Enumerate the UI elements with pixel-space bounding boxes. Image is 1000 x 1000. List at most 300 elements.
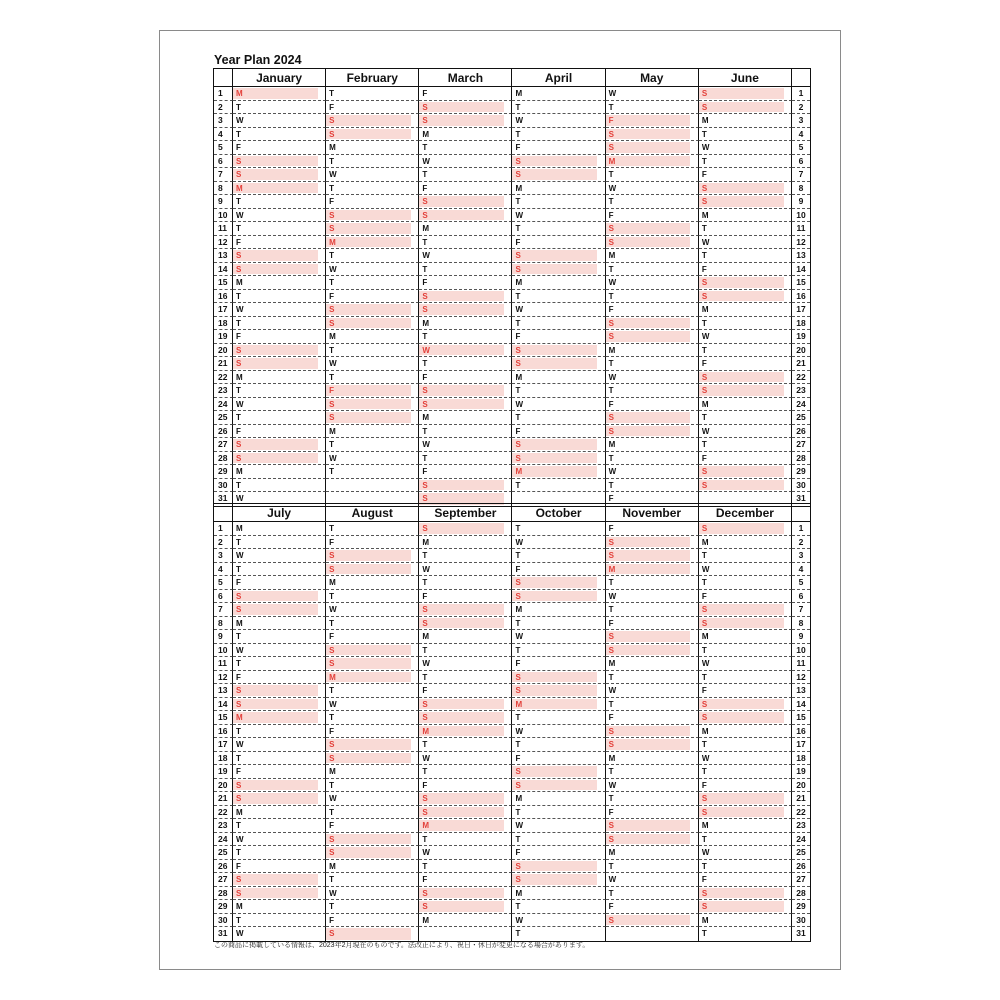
weekday-letter: F bbox=[608, 524, 614, 533]
weekday-letter: F bbox=[608, 494, 614, 503]
day-cell bbox=[606, 900, 699, 914]
weekday-letter: W bbox=[422, 848, 430, 857]
weekday-letter: S bbox=[329, 224, 335, 233]
day-cell bbox=[512, 617, 605, 631]
day-cell bbox=[326, 873, 419, 887]
day-cell bbox=[233, 657, 326, 671]
day-number: 17 bbox=[792, 738, 810, 752]
weekday-letter: T bbox=[236, 102, 241, 112]
weekday-letter: T bbox=[515, 318, 521, 328]
month-header: November bbox=[606, 504, 699, 522]
weekday-letter: M bbox=[236, 524, 243, 533]
day-cell bbox=[699, 155, 792, 169]
holiday-cell bbox=[326, 563, 419, 577]
day-cell bbox=[699, 779, 792, 793]
holiday-highlight bbox=[512, 250, 597, 261]
weekday-letter: T bbox=[701, 645, 707, 655]
weekday-letter: W bbox=[329, 794, 337, 803]
weekday-letter: S bbox=[422, 399, 428, 409]
holiday-cell bbox=[419, 819, 512, 833]
weekday-letter: T bbox=[236, 632, 241, 641]
weekday-letter: M bbox=[236, 372, 243, 382]
holiday-highlight bbox=[233, 604, 318, 615]
holiday-highlight bbox=[699, 523, 784, 534]
day-cell bbox=[512, 425, 605, 439]
weekday-letter: T bbox=[236, 291, 241, 301]
holiday-highlight bbox=[606, 645, 691, 656]
weekday-letter: M bbox=[329, 237, 336, 247]
weekday-letter: T bbox=[515, 807, 521, 817]
weekday-letter: S bbox=[515, 156, 521, 166]
weekday-letter: S bbox=[515, 359, 521, 368]
day-cell bbox=[512, 792, 605, 806]
weekday-letter: F bbox=[329, 291, 335, 301]
weekday-letter: S bbox=[422, 902, 428, 911]
weekday-letter: F bbox=[422, 780, 428, 790]
weekday-letter: T bbox=[329, 591, 335, 601]
holiday-cell bbox=[606, 819, 699, 833]
holiday-highlight bbox=[233, 88, 318, 99]
day-number: 25 bbox=[792, 846, 810, 860]
day-number: 4 bbox=[792, 128, 810, 142]
day-cell bbox=[512, 833, 605, 847]
weekday-letter: M bbox=[701, 632, 709, 641]
weekday-letter: M bbox=[608, 156, 616, 166]
holiday-highlight bbox=[419, 888, 504, 899]
holiday-cell bbox=[512, 765, 605, 779]
day-number: 15 bbox=[214, 711, 233, 725]
holiday-cell bbox=[606, 536, 699, 550]
holiday-cell bbox=[512, 438, 605, 452]
holiday-cell bbox=[606, 563, 699, 577]
day-cell bbox=[699, 263, 792, 277]
holiday-cell bbox=[699, 711, 792, 725]
weekday-letter: F bbox=[329, 821, 335, 830]
holiday-highlight bbox=[606, 915, 691, 926]
holiday-highlight bbox=[606, 820, 691, 831]
day-cell bbox=[606, 617, 699, 631]
weekday-letter: T bbox=[329, 807, 335, 817]
day-number: 25 bbox=[214, 846, 233, 860]
day-cell bbox=[606, 168, 699, 182]
weekday-letter: S bbox=[236, 251, 242, 260]
day-cell bbox=[233, 411, 326, 425]
weekday-letter: T bbox=[608, 794, 614, 803]
holiday-cell bbox=[606, 644, 699, 658]
weekday-letter: F bbox=[701, 264, 707, 274]
weekday-letter: T bbox=[701, 156, 707, 166]
day-number: 31 bbox=[796, 928, 806, 938]
day-cell bbox=[512, 114, 605, 128]
day-cell bbox=[512, 236, 605, 250]
weekday-letter: T bbox=[701, 224, 707, 233]
day-number: 6 bbox=[214, 155, 233, 169]
weekday-letter: T bbox=[608, 359, 614, 368]
weekday-letter: S bbox=[701, 794, 708, 803]
day-cell bbox=[233, 833, 326, 847]
day-cell bbox=[326, 425, 419, 439]
weekday-letter: S bbox=[329, 564, 335, 574]
holiday-highlight bbox=[699, 277, 784, 288]
weekday-letter: S bbox=[701, 902, 708, 911]
weekday-letter: S bbox=[422, 291, 428, 301]
month-header: February bbox=[326, 69, 419, 87]
holiday-cell bbox=[233, 438, 326, 452]
weekday-letter: F bbox=[608, 618, 614, 628]
holiday-cell bbox=[699, 617, 792, 631]
day-number: 9 bbox=[214, 195, 233, 209]
day-cell bbox=[233, 101, 326, 115]
weekday-letter: S bbox=[422, 713, 428, 722]
day-cell bbox=[419, 536, 512, 550]
weekday-letter: W bbox=[701, 564, 710, 574]
holiday-cell bbox=[606, 155, 699, 169]
weekday-letter: T bbox=[236, 224, 241, 233]
weekday-letter: F bbox=[236, 767, 241, 776]
holiday-cell bbox=[233, 155, 326, 169]
weekday-letter: S bbox=[701, 699, 708, 709]
day-cell bbox=[326, 725, 419, 739]
weekday-letter: W bbox=[329, 264, 337, 274]
holiday-highlight bbox=[326, 318, 411, 329]
day-cell bbox=[326, 330, 419, 344]
day-number: 8 bbox=[214, 182, 233, 196]
weekday-letter: S bbox=[608, 129, 614, 139]
weekday-letter: T bbox=[701, 767, 707, 776]
holiday-highlight bbox=[233, 888, 318, 899]
day-number: 5 bbox=[214, 576, 233, 590]
day-number: 29 bbox=[792, 900, 810, 914]
holiday-highlight bbox=[419, 807, 504, 818]
day-cell bbox=[512, 657, 605, 671]
holiday-highlight bbox=[326, 304, 411, 315]
holiday-cell bbox=[326, 398, 419, 412]
holiday-cell bbox=[326, 222, 419, 236]
weekday-letter: M bbox=[608, 564, 616, 574]
holiday-highlight bbox=[606, 550, 691, 561]
holiday-highlight bbox=[512, 780, 597, 791]
weekday-letter: T bbox=[701, 834, 707, 844]
weekday-letter: M bbox=[329, 332, 336, 341]
holiday-cell bbox=[606, 725, 699, 739]
weekday-letter: F bbox=[422, 875, 428, 884]
holiday-highlight bbox=[699, 480, 784, 491]
day-cell bbox=[699, 752, 792, 766]
month-header: May bbox=[606, 69, 699, 87]
weekday-letter: W bbox=[701, 659, 710, 668]
day-number: 2 bbox=[214, 101, 233, 115]
holiday-highlight bbox=[326, 399, 411, 410]
weekday-letter: S bbox=[608, 224, 614, 233]
holiday-highlight bbox=[326, 928, 411, 940]
day-cell bbox=[699, 563, 792, 577]
day-cell bbox=[233, 536, 326, 550]
holiday-highlight bbox=[326, 658, 411, 669]
weekday-letter: T bbox=[701, 413, 707, 422]
holiday-cell bbox=[326, 236, 419, 250]
weekday-letter: W bbox=[608, 372, 617, 382]
day-cell bbox=[419, 317, 512, 331]
weekday-letter: T bbox=[515, 386, 521, 395]
day-cell bbox=[233, 465, 326, 479]
weekday-letter: T bbox=[422, 578, 428, 587]
day-cell bbox=[419, 873, 512, 887]
day-cell bbox=[419, 168, 512, 182]
day-number: 29 bbox=[214, 465, 233, 479]
holiday-highlight bbox=[419, 699, 504, 710]
holiday-highlight bbox=[326, 412, 411, 423]
holiday-highlight bbox=[512, 169, 597, 180]
weekday-letter: T bbox=[515, 524, 521, 533]
weekday-letter: S bbox=[608, 821, 614, 830]
weekday-letter: S bbox=[701, 183, 708, 193]
holiday-highlight bbox=[326, 237, 411, 248]
weekday-letter: T bbox=[236, 726, 241, 736]
weekday-letter: S bbox=[236, 875, 242, 884]
day-cell bbox=[512, 317, 605, 331]
day-cell bbox=[512, 630, 605, 644]
weekday-letter: S bbox=[236, 264, 242, 274]
weekday-letter: T bbox=[701, 861, 707, 871]
day-cell bbox=[233, 425, 326, 439]
holiday-highlight bbox=[606, 412, 691, 423]
day-number: 27 bbox=[214, 438, 233, 452]
day-cell bbox=[326, 344, 419, 358]
day-number: 12 bbox=[214, 236, 233, 250]
day-number: 29 bbox=[214, 900, 233, 914]
weekday-letter: S bbox=[422, 794, 428, 803]
weekday-letter: T bbox=[701, 318, 707, 328]
day-cell bbox=[419, 87, 512, 101]
day-cell bbox=[699, 303, 792, 317]
holiday-highlight bbox=[512, 466, 597, 477]
weekday-letter: M bbox=[515, 888, 523, 898]
holiday-cell bbox=[512, 155, 605, 169]
weekday-letter: T bbox=[701, 578, 707, 587]
day-number: 24 bbox=[792, 833, 810, 847]
holiday-cell bbox=[699, 479, 792, 493]
weekday-letter: S bbox=[515, 264, 521, 274]
weekday-letter: S bbox=[701, 605, 708, 614]
holiday-cell bbox=[699, 276, 792, 290]
day-number: 16 bbox=[214, 725, 233, 739]
day-number: 28 bbox=[214, 452, 233, 466]
day-number: 23 bbox=[792, 819, 810, 833]
holiday-cell bbox=[419, 792, 512, 806]
holiday-cell bbox=[326, 752, 419, 766]
holiday-cell bbox=[326, 209, 419, 223]
day-number: 15 bbox=[792, 711, 810, 725]
weekday-letter: F bbox=[329, 102, 335, 112]
day-cell bbox=[606, 792, 699, 806]
weekday-letter: S bbox=[515, 672, 521, 682]
holiday-highlight bbox=[512, 453, 597, 464]
weekday-letter: T bbox=[329, 467, 335, 476]
weekday-letter: M bbox=[329, 767, 336, 776]
holiday-cell bbox=[606, 236, 699, 250]
weekday-letter: W bbox=[515, 210, 524, 220]
holiday-cell bbox=[233, 698, 326, 712]
holiday-highlight bbox=[419, 726, 504, 737]
day-cell bbox=[606, 590, 699, 604]
weekday-letter: S bbox=[329, 129, 335, 139]
weekday-letter: W bbox=[422, 564, 430, 574]
day-cell bbox=[512, 752, 605, 766]
weekday-letter: M bbox=[608, 848, 616, 857]
weekday-letter: T bbox=[329, 618, 335, 628]
weekday-letter: T bbox=[422, 170, 428, 179]
day-cell bbox=[699, 684, 792, 698]
day-cell bbox=[326, 630, 419, 644]
day-cell bbox=[699, 576, 792, 590]
day-cell bbox=[326, 465, 419, 479]
holiday-highlight bbox=[419, 115, 504, 126]
holiday-highlight bbox=[606, 631, 691, 642]
weekday-letter: S bbox=[701, 888, 708, 898]
weekday-letter: T bbox=[236, 537, 241, 547]
day-cell bbox=[606, 263, 699, 277]
holiday-cell bbox=[233, 684, 326, 698]
weekday-letter: S bbox=[608, 551, 614, 560]
day-cell bbox=[699, 765, 792, 779]
day-number: 28 bbox=[792, 452, 810, 466]
day-cell bbox=[512, 87, 605, 101]
weekday-letter: F bbox=[701, 359, 707, 368]
weekday-letter: W bbox=[329, 359, 337, 368]
day-number: 1 bbox=[792, 87, 810, 101]
day-cell bbox=[419, 576, 512, 590]
weekday-letter: T bbox=[236, 659, 241, 668]
weekday-letter: T bbox=[701, 440, 707, 449]
weekday-letter: S bbox=[515, 440, 521, 449]
day-cell bbox=[512, 806, 605, 820]
weekday-letter: M bbox=[329, 672, 336, 682]
holiday-highlight bbox=[512, 591, 597, 602]
day-number: 7 bbox=[214, 168, 233, 182]
day-cell bbox=[699, 846, 792, 860]
weekday-letter: F bbox=[608, 399, 614, 409]
weekday-letter: W bbox=[422, 440, 430, 449]
holiday-highlight bbox=[326, 385, 411, 396]
holiday-highlight bbox=[699, 372, 784, 383]
day-cell bbox=[606, 303, 699, 317]
day-cell bbox=[699, 209, 792, 223]
day-cell bbox=[512, 644, 605, 658]
holiday-cell bbox=[606, 141, 699, 155]
holiday-highlight bbox=[512, 685, 597, 696]
weekday-letter: M bbox=[329, 426, 336, 436]
holiday-highlight bbox=[699, 604, 784, 615]
day-cell bbox=[419, 371, 512, 385]
weekday-letter: W bbox=[701, 237, 710, 247]
holiday-cell bbox=[326, 671, 419, 685]
holiday-cell bbox=[419, 900, 512, 914]
day-cell bbox=[326, 290, 419, 304]
weekday-letter: T bbox=[236, 197, 241, 206]
day-cell bbox=[606, 384, 699, 398]
calendar-block-second-half bbox=[213, 503, 811, 942]
weekday-letter: F bbox=[515, 564, 521, 574]
day-number: 15 bbox=[214, 276, 233, 290]
day-number: 30 bbox=[792, 479, 810, 493]
day-cell bbox=[326, 438, 419, 452]
weekday-letter: F bbox=[608, 116, 614, 125]
weekday-letter: W bbox=[422, 345, 430, 355]
holiday-highlight bbox=[233, 793, 318, 804]
day-number: 18 bbox=[214, 317, 233, 331]
day-number: 2 bbox=[792, 536, 810, 550]
weekday-letter: T bbox=[329, 251, 335, 260]
holiday-cell bbox=[326, 846, 419, 860]
weekday-letter: F bbox=[236, 237, 241, 247]
weekday-letter: T bbox=[515, 224, 521, 233]
weekday-letter: F bbox=[329, 197, 335, 206]
holiday-highlight bbox=[326, 564, 411, 575]
day-number: 5 bbox=[214, 141, 233, 155]
day-number: 21 bbox=[214, 792, 233, 806]
holiday-highlight bbox=[419, 618, 504, 629]
day-number: 20 bbox=[792, 344, 810, 358]
weekday-letter: T bbox=[329, 345, 335, 355]
day-cell bbox=[606, 671, 699, 685]
holiday-highlight bbox=[606, 156, 691, 167]
day-cell bbox=[419, 644, 512, 658]
weekday-letter: T bbox=[608, 578, 614, 587]
month-header: January bbox=[233, 69, 326, 87]
day-cell bbox=[606, 101, 699, 115]
weekday-letter: T bbox=[236, 413, 241, 422]
holiday-cell bbox=[512, 698, 605, 712]
holiday-cell bbox=[419, 384, 512, 398]
day-cell bbox=[233, 644, 326, 658]
weekday-letter: S bbox=[329, 659, 335, 668]
holiday-cell bbox=[699, 101, 792, 115]
weekday-letter: W bbox=[608, 591, 617, 601]
holiday-cell bbox=[512, 873, 605, 887]
holiday-highlight bbox=[512, 358, 597, 369]
weekday-letter: S bbox=[608, 726, 614, 736]
holiday-cell bbox=[233, 452, 326, 466]
weekday-letter: S bbox=[422, 888, 428, 898]
day-number: 1 bbox=[214, 522, 233, 536]
day-cell bbox=[512, 549, 605, 563]
weekday-letter: T bbox=[329, 875, 335, 884]
day-cell bbox=[326, 684, 419, 698]
holiday-highlight bbox=[326, 115, 411, 126]
day-cell bbox=[233, 752, 326, 766]
holiday-cell bbox=[606, 411, 699, 425]
day-cell bbox=[606, 465, 699, 479]
day-cell bbox=[419, 263, 512, 277]
weekday-letter: W bbox=[701, 426, 710, 436]
weekday-letter: S bbox=[329, 929, 335, 938]
holiday-highlight bbox=[233, 591, 318, 602]
weekday-letter: S bbox=[515, 767, 521, 776]
holiday-highlight bbox=[699, 196, 784, 207]
weekday-letter: S bbox=[515, 578, 521, 587]
holiday-highlight bbox=[233, 250, 318, 261]
holiday-cell bbox=[233, 263, 326, 277]
weekday-letter: T bbox=[515, 551, 521, 560]
day-cell bbox=[326, 617, 419, 631]
weekday-letter: T bbox=[608, 767, 614, 776]
day-cell bbox=[233, 617, 326, 631]
weekday-letter: W bbox=[608, 686, 617, 695]
weekday-letter: M bbox=[422, 129, 429, 139]
day-cell bbox=[606, 576, 699, 590]
weekday-letter: F bbox=[422, 183, 428, 193]
weekday-letter: T bbox=[608, 264, 614, 274]
